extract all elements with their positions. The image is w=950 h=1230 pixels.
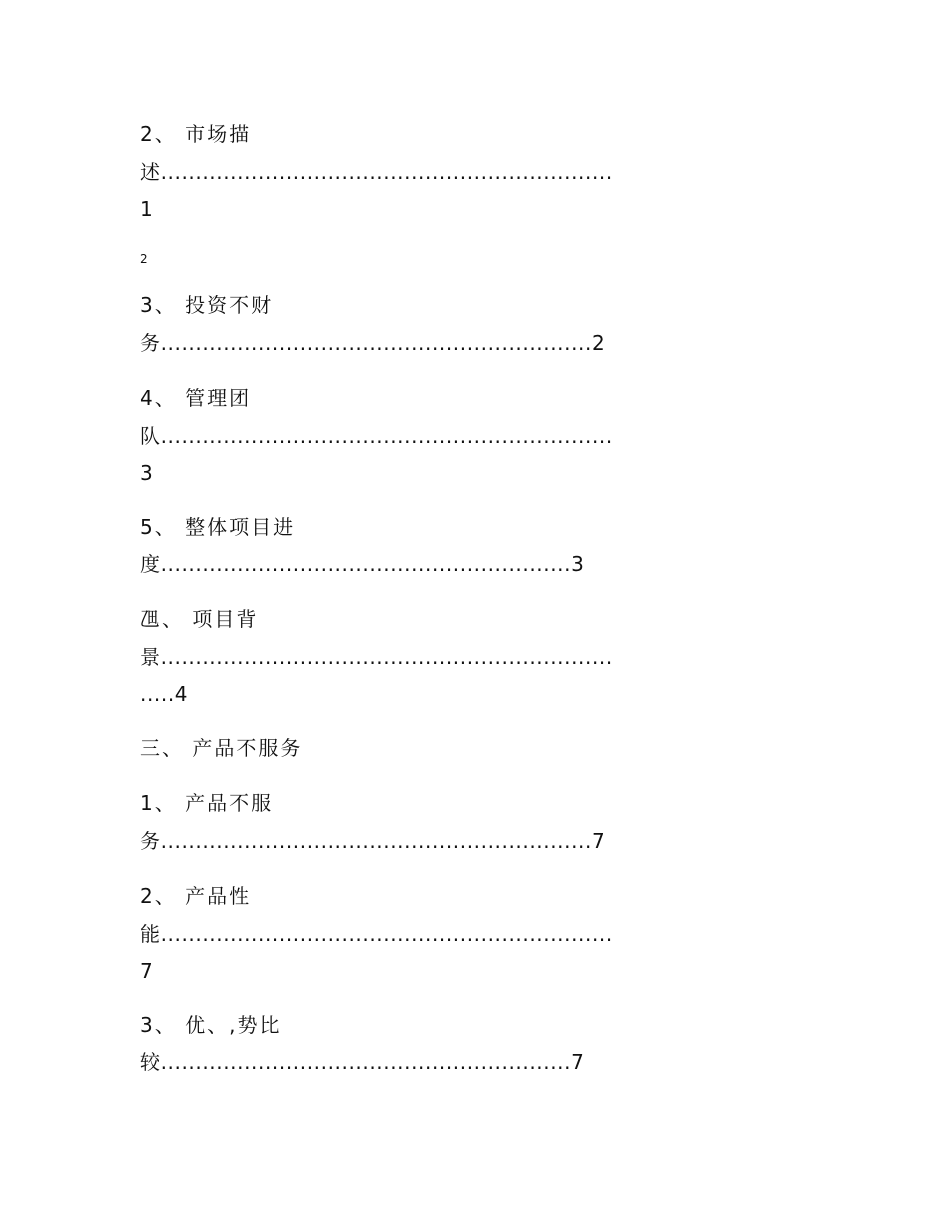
toc-entry-performance-page: 7	[140, 959, 155, 983]
toc-entry-progress-heading: 5、 整体项目进	[140, 515, 296, 539]
toc-entry-market-page: 1	[140, 197, 155, 221]
toc-entry-performance-heading: 2、 产品性	[140, 884, 252, 908]
toc-entry-background-heading: 乪、 项目背	[140, 607, 259, 631]
toc-entry-progress-leader: 度...........................................................3	[140, 552, 585, 576]
toc-entry-market-leader: 述.................................................................	[140, 160, 613, 184]
toc-entry-team-leader: 队.................................................................	[140, 424, 613, 448]
toc-entry-team-page: 3	[140, 461, 155, 485]
toc-entry-background-leader: 景.................................................................	[140, 645, 613, 669]
toc-entry-advantage-leader: 较...........................................................7	[140, 1050, 585, 1074]
toc-entry-investment-leader: 务..............................................................2	[140, 331, 606, 355]
toc-entry-background-page: .....4	[140, 682, 189, 706]
toc-entry-market-heading: 2、 市场描	[140, 122, 252, 146]
toc-section-products-heading: 三、 产品不服务	[140, 736, 303, 760]
toc-entry-products-heading: 1、 产品不服	[140, 791, 274, 815]
toc-entry-performance-leader: 能.................................................................	[140, 922, 613, 946]
page-footer-number: 2	[140, 252, 148, 266]
toc-entry-advantage-heading: 3、 优、,势比	[140, 1013, 282, 1037]
toc-entry-team-heading: 4、 管理团	[140, 386, 252, 410]
toc-entry-products-leader: 务..............................................................7	[140, 829, 606, 853]
toc-entry-investment-heading: 3、 投资不财	[140, 293, 274, 317]
